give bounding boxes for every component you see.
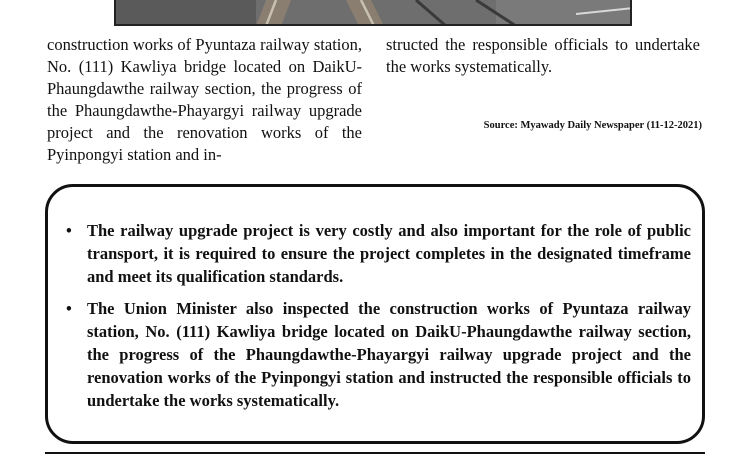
article-right-column: structed the responsible officials to undertake the works systematically. — [386, 35, 700, 76]
bottom-divider — [45, 452, 705, 454]
article-left-column: construction works of Pyuntaza railway station, No. (111) Kawliya bridge located on DaikU-Phaungdawthe railway section, the progress of the Phaungdawthe-Phayargyi railway upgrade project and the renovation works of the Pyinpongyi station and in- — [47, 35, 362, 164]
bullet-icon: • — [66, 299, 72, 318]
summary-bullet-text: The railway upgrade project is very costly and also important for the role of public transport, it is required to ensure the project completes in the designated timeframe and meet its qualification standards. — [87, 221, 691, 286]
bullet-icon: • — [66, 221, 72, 240]
summary-bullet-item — [66, 219, 691, 288]
summary-bullet-text: The Union Minister also inspected the construction works of Pyuntaza railway station, No. (111) Kawliya bridge located on DaikU-Phaungdawthe railway section, the progress of the Phaungdawthe-Phayargyi railway upgrade project and the renovation works of the Pyinpongyi station and instructed the responsible officials to undertake the works systematically. — [87, 299, 691, 410]
summary-bullet-item — [66, 297, 691, 412]
summary-box — [45, 184, 705, 444]
source-citation: Source: Myawady Daily Newspaper (11-12-2021) — [483, 120, 702, 131]
railway-track-photo — [114, 0, 632, 26]
